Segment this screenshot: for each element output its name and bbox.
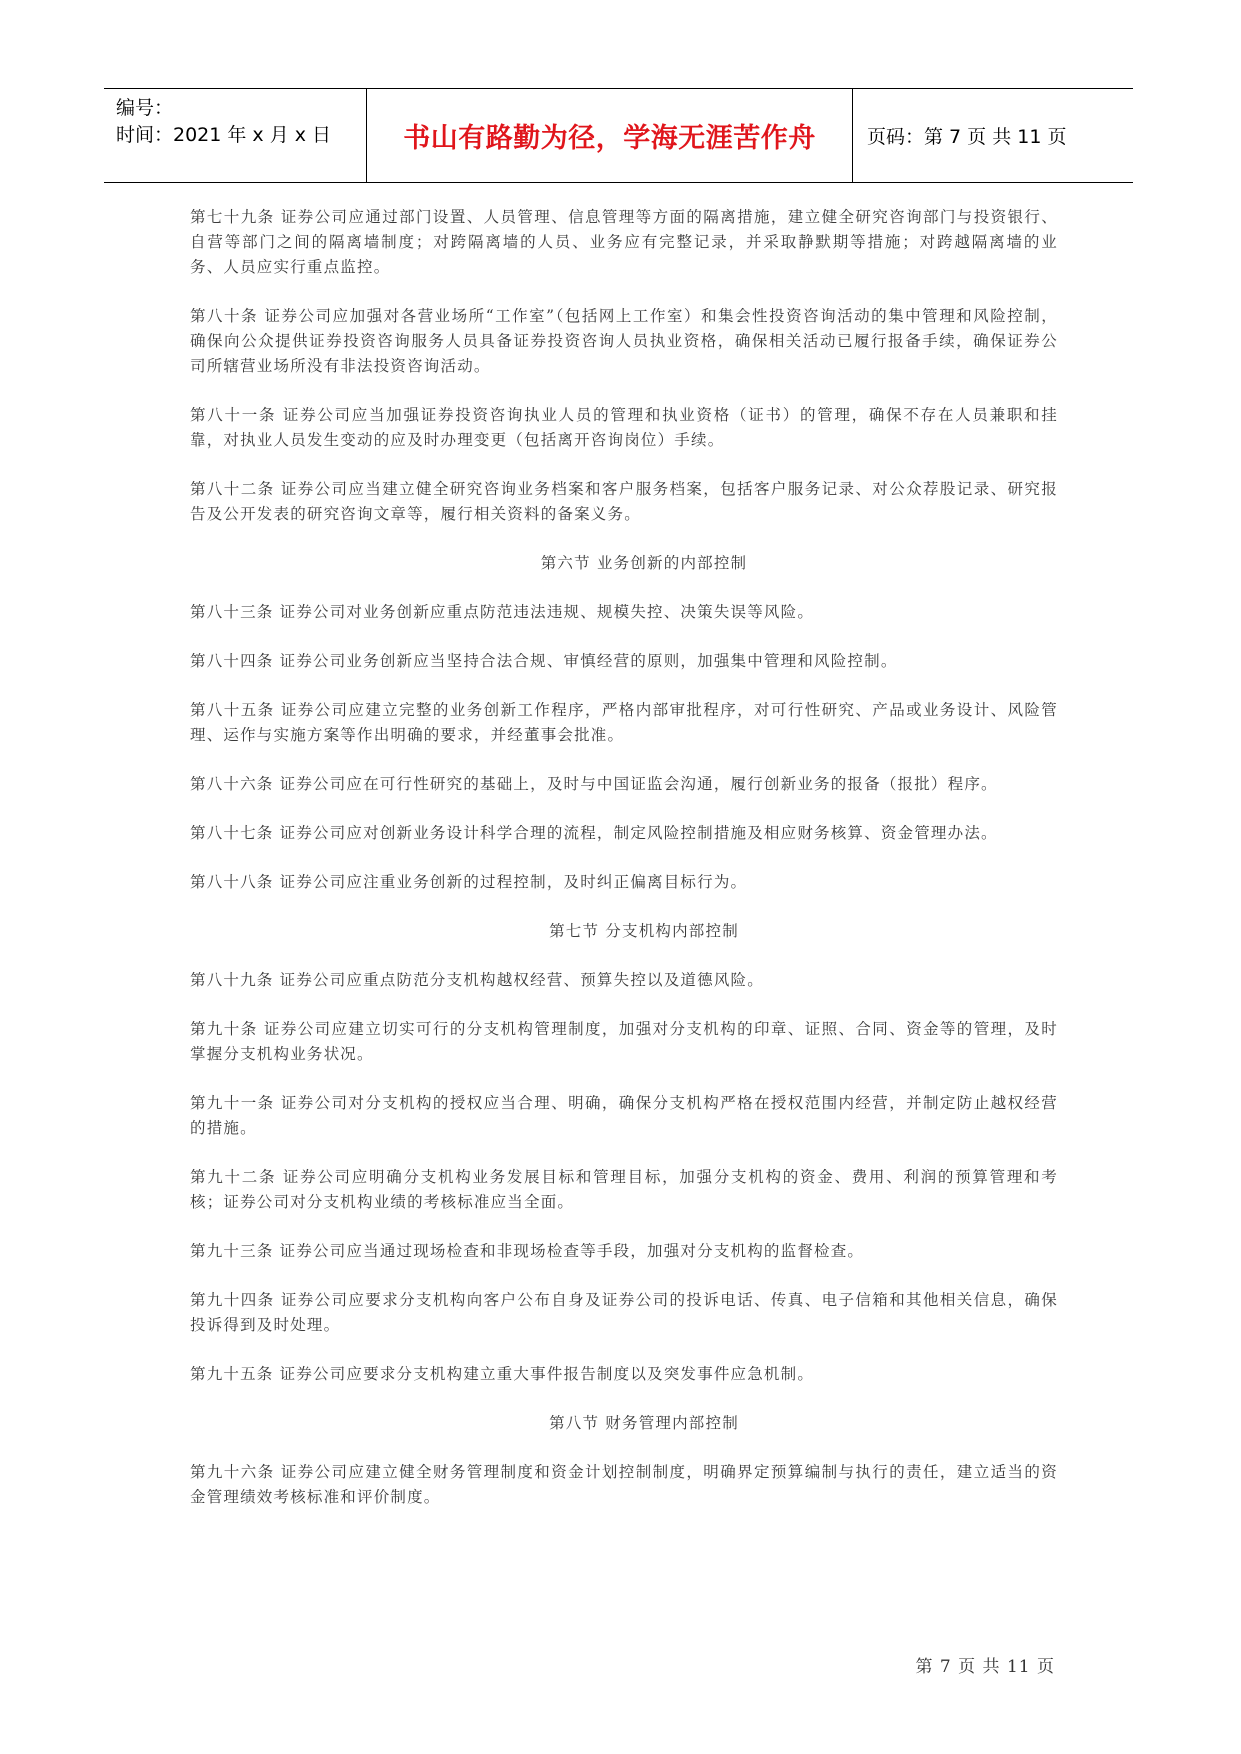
article-87: 第八十七条 证券公司应对创新业务设计科学合理的流程，制定风险控制措施及相应财务核算、资金管理办法。 xyxy=(190,824,998,842)
section-heading-8: 第八节 财务管理内部控制 xyxy=(549,1414,739,1432)
article-88: 第八十八条 证券公司应注重业务创新的过程控制，及时纠正偏离目标行为。 xyxy=(190,873,748,891)
page-footer: 第 7 页 共 11 页 xyxy=(915,1657,1055,1677)
article-86: 第八十六条 证券公司应在可行性研究的基础上，及时与中国证监会沟通，履行创新业务的报备（报批）程序。 xyxy=(190,775,998,793)
article-83: 第八十三条 证券公司对业务创新应重点防范违法违规、规模失控、决策失误等风险。 xyxy=(190,603,815,621)
article-81: 第八十一条 证券公司应当加强证券投资咨询执业人员的管理和执业资格（证书）的管理，确保不存在人员兼职和挂靠，对执业人员发生变动的应及时办理变更（包括离开咨询岗位）手续。 xyxy=(190,406,1058,449)
article-95: 第九十五条 证券公司应要求分支机构建立重大事件报告制度以及突发事件应急机制。 xyxy=(190,1365,815,1383)
article-92: 第九十二条 证券公司应明确分支机构业务发展目标和管理目标，加强分支机构的资金、费用、利润的预算管理和考核；证券公司对分支机构业绩的考核标准应当全面。 xyxy=(190,1168,1058,1211)
date-label: 时间：2021 年 x 月 x 日 xyxy=(116,124,332,146)
article-91: 第九十一条 证券公司对分支机构的授权应当合理、明确，确保分支机构严格在授权范围内经营，并制定防止越权经营的措施。 xyxy=(190,1094,1058,1137)
article-84: 第八十四条 证券公司业务创新应当坚持合法合规、审慎经营的原则，加强集中管理和风险控制。 xyxy=(190,652,898,670)
article-79: 第七十九条 证券公司应通过部门设置、人员管理、信息管理等方面的隔离措施，建立健全研究咨询部门与投资银行、自营等部门之间的隔离墙制度；对跨隔离墙的人员、业务应有完整记录，并采取静默期等措施；对跨越隔离墙的业务、人员应实行重点监控。 xyxy=(190,208,1058,276)
article-96: 第九十六条 证券公司应建立健全财务管理制度和资金计划控制制度，明确界定预算编制与执行的责任，建立适当的资金管理绩效考核标准和评价制度。 xyxy=(190,1463,1058,1506)
section-heading-6: 第六节 业务创新的内部控制 xyxy=(540,554,748,572)
header-motto-cell xyxy=(367,89,853,182)
header-info-cell xyxy=(104,89,367,182)
article-89: 第八十九条 证券公司应重点防范分支机构越权经营、预算失控以及道德风险。 xyxy=(190,971,764,989)
article-93: 第九十三条 证券公司应当通过现场检查和非现场检查等手段，加强对分支机构的监督检查。 xyxy=(190,1242,865,1260)
motto-text: 书山有路勤为径，学海无涯苦作舟 xyxy=(403,123,816,154)
article-85: 第八十五条 证券公司应建立完整的业务创新工作程序，严格内部审批程序，对可行性研究、产品或业务设计、风险管理、运作与实施方案等作出明确的要求，并经董事会批准。 xyxy=(190,701,1058,744)
section-heading-7: 第七节 分支机构内部控制 xyxy=(549,922,739,940)
article-80: 第八十条 证券公司应加强对各营业场所“工作室”（包括网上工作室）和集会性投资咨询活动的集中管理和风险控制，确保向公众提供证券投资咨询服务人员具备证券投资咨询人员执业资格，确保相关活动已履行报备手续，确保证券公司所辖营业场所没有非法投资咨询活动。 xyxy=(190,307,1058,375)
page-code: 页码：第 7 页 共 11 页 xyxy=(867,126,1067,148)
serial-label: 编号： xyxy=(116,97,174,119)
header-page-cell xyxy=(853,89,1133,182)
article-94: 第九十四条 证券公司应要求分支机构向客户公布自身及证券公司的投诉电话、传真、电子信箱和其他相关信息，确保投诉得到及时处理。 xyxy=(190,1291,1058,1334)
article-90: 第九十条 证券公司应建立切实可行的分支机构管理制度，加强对分支机构的印章、证照、合同、资金等的管理，及时掌握分支机构业务状况。 xyxy=(190,1020,1058,1063)
body-content xyxy=(190,205,1058,1510)
article-82: 第八十二条 证券公司应当建立健全研究咨询业务档案和客户服务档案，包括客户服务记录、对公众荐股记录、研究报告及公开发表的研究咨询文章等，履行相关资料的备案义务。 xyxy=(190,480,1058,523)
page-header xyxy=(104,88,1133,183)
